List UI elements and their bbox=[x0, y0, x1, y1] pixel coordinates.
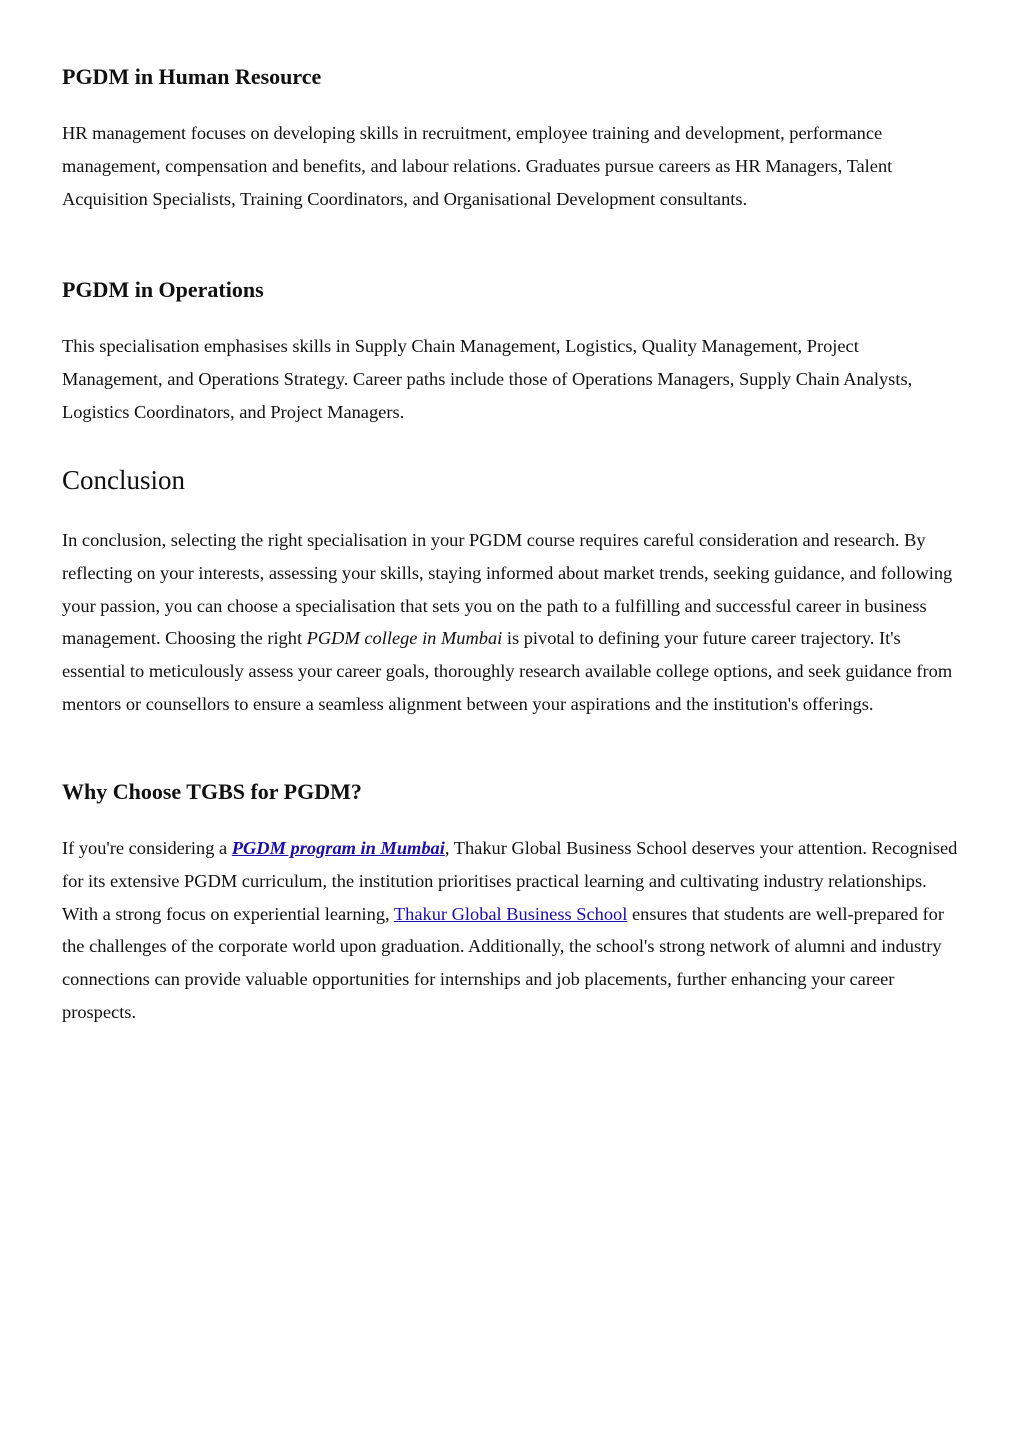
why-tgbs-heading: Why Choose TGBS for PGDM? bbox=[62, 779, 362, 804]
operations-heading: PGDM in Operations bbox=[62, 277, 264, 302]
conclusion-heading: Conclusion bbox=[62, 465, 186, 495]
why-tgbs-paragraph bbox=[62, 832, 962, 1029]
conclusion-paragraph bbox=[62, 524, 962, 721]
conclusion-emphasis: PGDM college in Mumbai bbox=[306, 628, 503, 649]
why-tgbs-text-2: , Thakur Global Business School deserves your attention. Recognised for its extensive PGDM curriculum, the institution prioritises practical learning and cultivating industry relationships. With a strong focus on experiential learning, bbox=[62, 838, 958, 924]
hr-paragraph: HR management focuses on developing skills in recruitment, employee training and development, performance management, compensation and benefits, and labour relations. Graduates pursue careers as HR Managers, Talent Acquisition Specialists, Training Coordinators, and Organisational Development consultants. bbox=[62, 123, 893, 209]
pgdm-program-mumbai-link[interactable]: PGDM program in Mumbai bbox=[231, 838, 445, 858]
conclusion-text-after: is pivotal to defining your future career trajectory. It's essential to meticulously assess your career goals, thoroughly research available college options, and seek guidance from mentors or counsellors to ensure a seamless alignment between your aspirations and the institution's offerings. bbox=[62, 628, 953, 714]
hr-heading: PGDM in Human Resource bbox=[62, 64, 322, 89]
operations-paragraph: This specialisation emphasises skills in Supply Chain Management, Logistics, Quality Management, Project Management, and Operations Strategy. Career paths include those of Operations Managers, Supply Chain Analysts, Logistics Coordinators, and Project Managers. bbox=[62, 336, 913, 422]
thakur-global-business-school-link[interactable]: Thakur Global Business School bbox=[393, 903, 628, 924]
why-tgbs-text-3: ensures that students are well-prepared for the challenges of the corporate world upon graduation. Additionally, the school's strong network of alumni and industry connections can provide valuable opportunities for internships and job placements, further enhancing your career prospects. bbox=[62, 903, 944, 1022]
conclusion-text-before: In conclusion, selecting the right specialisation in your PGDM course requires careful consideration and research. By reflecting on your interests, assessing your skills, staying informed about market trends, seeking guidance, and following your passion, you can choose a specialisation that sets you on the path to a fulfilling and successful career in business management. Choosing the right bbox=[62, 530, 953, 649]
why-tgbs-text-1: If you're considering a bbox=[62, 838, 232, 858]
